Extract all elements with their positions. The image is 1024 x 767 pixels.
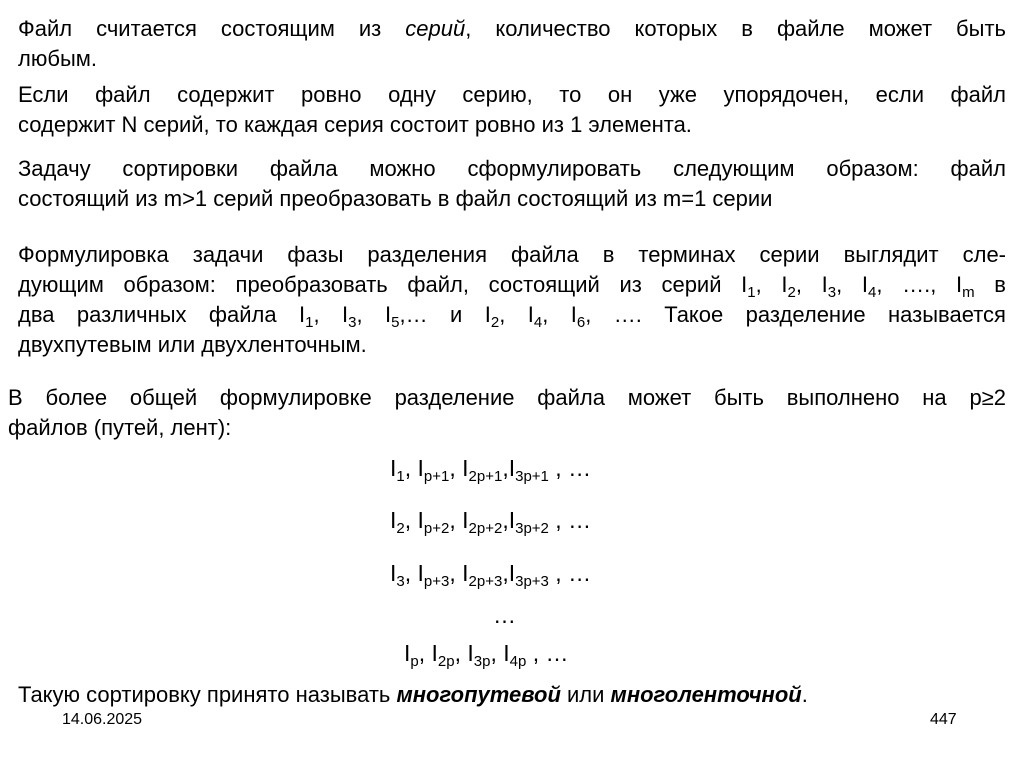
series-symbol: I: [821, 272, 828, 297]
series-symbol: I: [404, 640, 411, 666]
footer-date: 14.06.2025: [62, 711, 143, 728]
series-symbol: I: [861, 272, 868, 297]
series-symbol: I: [462, 560, 469, 586]
series-symbol: I: [431, 640, 438, 666]
formula-row-1: [390, 455, 592, 485]
series-symbol: I: [299, 302, 306, 327]
series-symbol: I: [508, 507, 516, 533]
text-fragment: два различных файла: [18, 302, 277, 327]
series-symbol: I: [417, 560, 424, 586]
series-symbol: I: [390, 455, 397, 481]
series-index: 6: [576, 314, 586, 331]
series-index: 3p+1: [515, 468, 549, 485]
series-separator: …: [493, 602, 516, 628]
text-fragment: , количество которых в файле может быть: [465, 16, 1007, 41]
paragraph-general-split: [8, 383, 1006, 443]
series-symbol: I: [508, 560, 516, 586]
series-separator: ,: [836, 272, 862, 297]
series-separator: ,: [795, 272, 822, 297]
text-fragment: Такую сортировку принято называть: [18, 682, 397, 707]
series-index: p: [410, 653, 419, 670]
series-index: 3p+3: [515, 573, 549, 590]
series-separator: ,: [418, 640, 432, 666]
series-symbol: I: [462, 455, 469, 481]
series-symbol: I: [508, 455, 516, 481]
series-index: 3: [348, 314, 357, 331]
paragraph-line: [18, 300, 1006, 330]
paragraph-ordered-file: [18, 80, 1006, 140]
series-symbol: I: [417, 507, 424, 533]
paragraph-line: двухпутевым или двухленточным.: [18, 332, 367, 357]
series-separator: , …: [548, 507, 592, 533]
paragraph-line: [18, 270, 1006, 300]
text-fragment: в: [994, 272, 1006, 297]
series-symbol: I: [741, 272, 748, 297]
series-list-a: [741, 272, 975, 301]
series-symbol: I: [467, 640, 474, 666]
series-symbol: I: [390, 507, 397, 533]
series-index: 5: [391, 314, 400, 331]
series-symbol: I: [462, 507, 469, 533]
series-index: 4: [868, 284, 877, 301]
paragraph-line: Задачу сортировки файла можно сформулировать следующим образом: файл: [18, 156, 1006, 181]
series-separator: ,: [449, 560, 463, 586]
series-index: 4: [533, 314, 543, 331]
series-separator: ,: [542, 302, 571, 327]
series-separator: ,: [404, 507, 418, 533]
series-separator: ,: [449, 507, 463, 533]
series-index: 2: [787, 284, 796, 301]
footer-page-number: 447: [930, 711, 957, 728]
paragraph-line: содержит N серий, то каждая серия состоит ровно из 1 элемента.: [18, 112, 692, 137]
paragraph-line: Формулировка задачи фазы разделения файла в терминах серии выглядит сле-: [18, 242, 1006, 267]
series-index: p+3: [423, 573, 450, 590]
paragraph-line: состоящий из m>1 серий преобразовать в файл состоящий из m=1 серии: [18, 186, 773, 211]
series-index: 3: [827, 284, 837, 301]
series-symbol: I: [484, 302, 491, 327]
series-separator: ,: [404, 560, 418, 586]
series-index: 4p: [509, 653, 527, 670]
text-fragment: .: [801, 682, 808, 707]
paragraph-line: В более общей формулировке разделение файла может быть выполнено на p≥2: [8, 385, 1006, 410]
text-fragment: дующим образом: преобразовать файл, состоящий из серий: [18, 272, 722, 297]
series-index: 2p+1: [468, 468, 503, 485]
series-separator: ,: [490, 640, 504, 666]
emphasis-series: серий: [405, 16, 466, 41]
series-index: 1: [305, 314, 314, 331]
series-separator: ,: [499, 302, 528, 327]
series-separator: ,… и: [399, 302, 485, 327]
series-symbol: I: [955, 272, 963, 297]
series-symbol: I: [417, 455, 424, 481]
paragraph-split-phase: [18, 240, 1006, 360]
series-index: 2p+2: [468, 520, 503, 537]
series-symbol: I: [527, 302, 534, 327]
series-separator: ,: [502, 455, 509, 481]
series-separator: ,: [502, 507, 509, 533]
series-index: 2p: [437, 653, 455, 670]
text-fragment: Такое разделение называется: [664, 302, 1006, 327]
series-separator: ,: [755, 272, 782, 297]
paragraph-line: [18, 14, 1006, 44]
formula-row-ellipsis: [493, 602, 516, 629]
series-separator: ,: [454, 640, 468, 666]
paragraph-multiway: [18, 680, 1006, 710]
paragraph-sort-task: [18, 154, 1006, 214]
series-symbol: I: [390, 560, 397, 586]
series-index: 3p: [473, 653, 491, 670]
series-index: p+2: [423, 520, 450, 537]
series-symbol: I: [503, 640, 510, 666]
formula-row-2: [390, 507, 592, 537]
series-symbol: I: [342, 302, 349, 327]
series-symbol: I: [385, 302, 392, 327]
series-index: 2: [396, 520, 405, 537]
formula-row-3: [390, 560, 592, 590]
series-separator: ,: [404, 455, 418, 481]
text-fragment: или: [560, 682, 611, 707]
series-symbol: I: [570, 302, 577, 327]
series-index: 1: [747, 284, 756, 301]
paragraph-line: любым.: [18, 46, 97, 71]
series-index: m: [962, 284, 975, 301]
paragraph-line: Если файл содержит ровно одну серию, то он уже упорядочен, если файл: [18, 82, 1006, 107]
series-index: 2: [490, 314, 500, 331]
series-index: 3p+2: [515, 520, 549, 537]
series-separator: , ….: [585, 302, 642, 327]
series-index: 1: [396, 468, 405, 485]
series-separator: ,: [356, 302, 386, 327]
series-separator: ,: [502, 560, 509, 586]
paragraph-line: файлов (путей, лент):: [8, 415, 232, 440]
series-separator: , …: [548, 560, 592, 586]
series-index: 2p+3: [468, 573, 503, 590]
series-separator: ,: [449, 455, 463, 481]
term-multiway: многопутевой: [396, 682, 561, 707]
series-separator: ,: [313, 302, 343, 327]
formula-row-p: [404, 640, 569, 670]
series-index: 3: [396, 573, 405, 590]
paragraph-series-definition: [18, 14, 1006, 74]
term-multitape: многоленточной: [610, 682, 802, 707]
series-index: p+1: [423, 468, 450, 485]
text-fragment: Файл считается состоящим из: [18, 16, 406, 41]
series-list-b: [299, 302, 642, 331]
series-symbol: I: [781, 272, 788, 297]
series-separator: , …: [548, 455, 592, 481]
series-separator: , ….,: [876, 272, 956, 297]
series-separator: , …: [526, 640, 569, 666]
